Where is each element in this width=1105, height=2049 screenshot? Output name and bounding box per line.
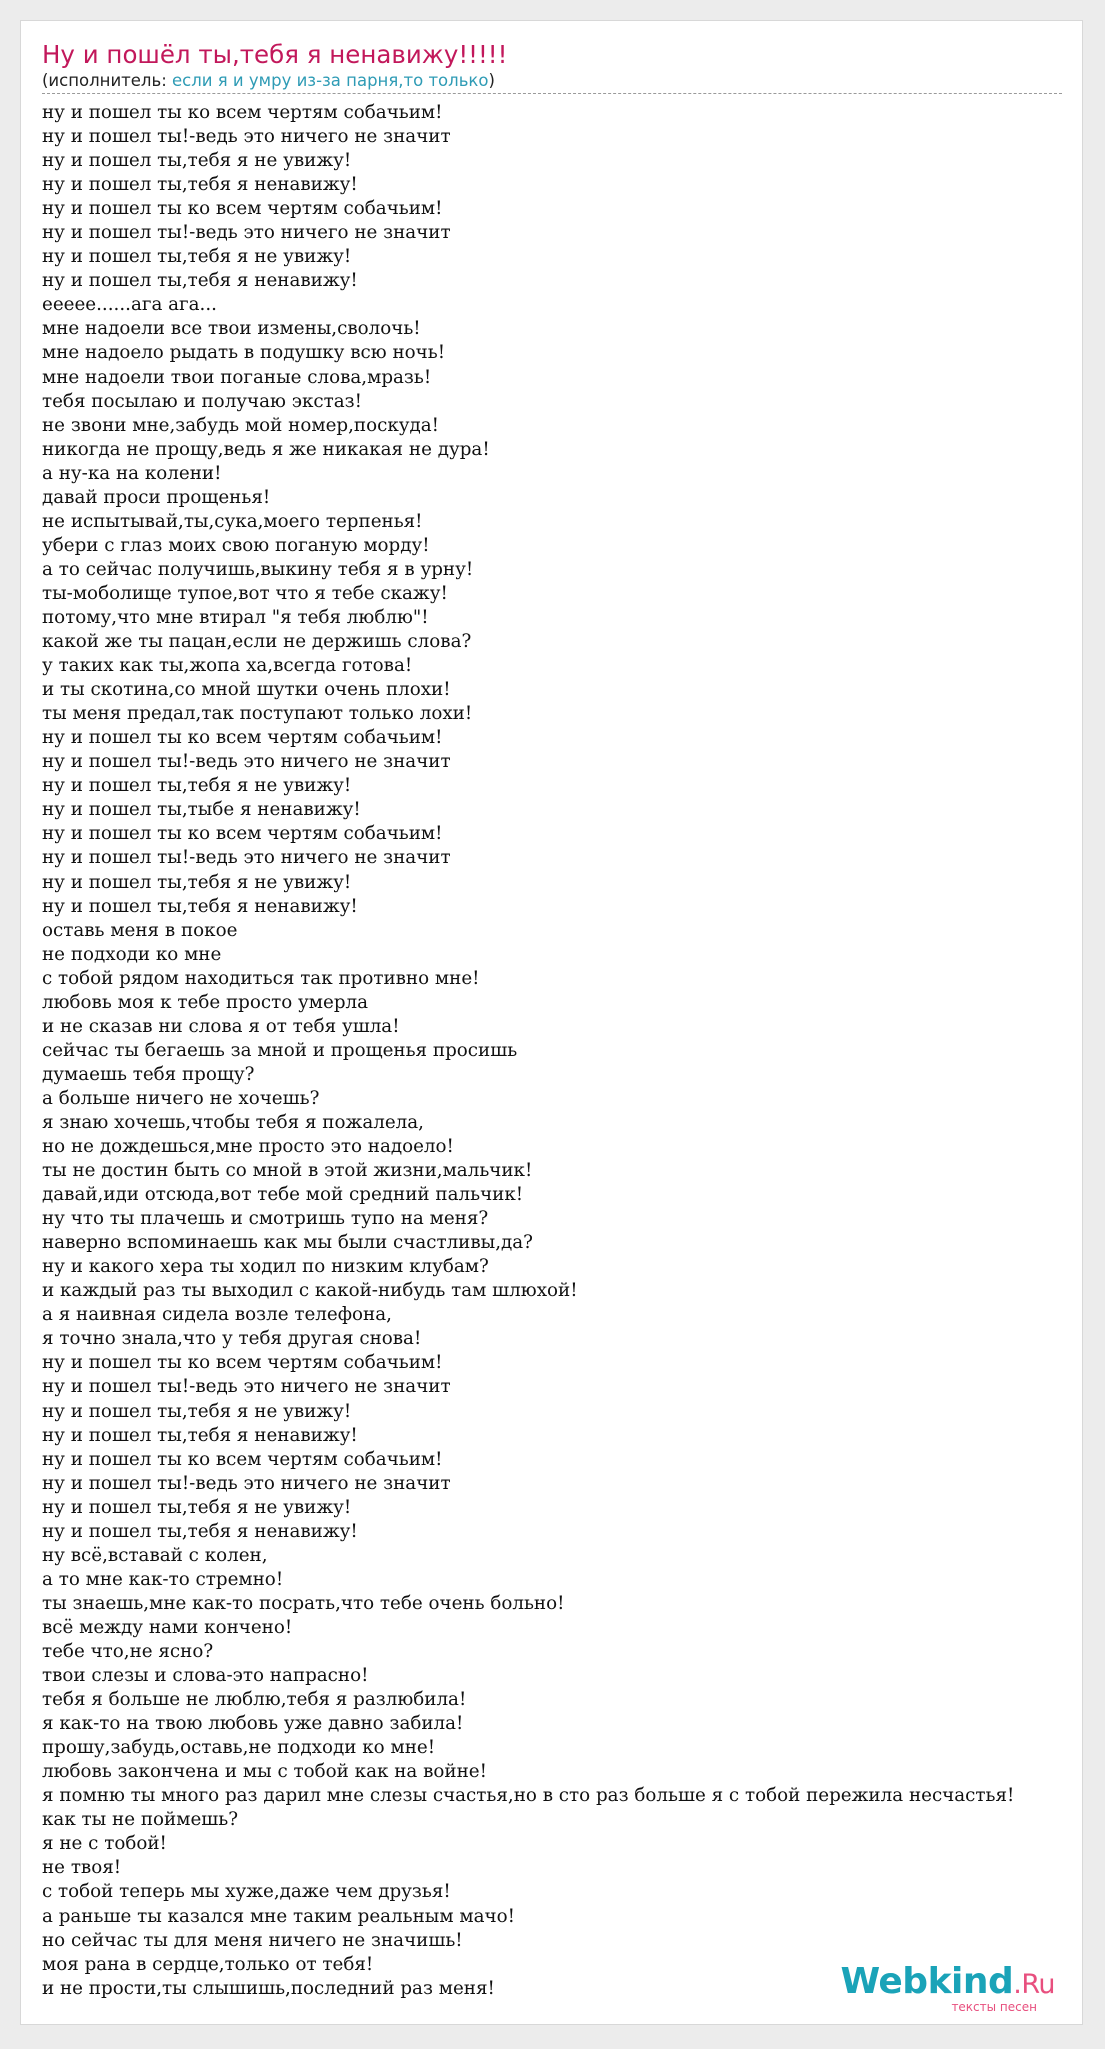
lyric-line: ну и пошел ты,тебя я не увижу! <box>42 775 352 797</box>
logo-tld: .Ru <box>1013 1969 1055 2000</box>
lyric-line: наверно вспоминаешь как мы были счастливы,да? <box>42 1232 533 1254</box>
lyric-line: я не с тобой! <box>42 1833 167 1855</box>
lyric-line: а то сейчас получишь,выкину тебя я в урну! <box>42 558 474 580</box>
lyric-line: мне надоели все твои измены,сволочь! <box>42 318 421 340</box>
lyric-line: ну и пошел ты!-ведь это ничего не значит <box>42 751 451 773</box>
webkind-logo[interactable] <box>840 1963 1055 2013</box>
lyric-line: ну и пошел ты,тыбе я ненавижу! <box>42 799 361 821</box>
lyric-line: ну и пошел ты ко всем чертям собачьим! <box>42 198 443 220</box>
lyrics-text <box>42 101 1014 2001</box>
lyric-line: а больше ничего не хочешь? <box>42 1087 320 1109</box>
lyric-line: давай,иди отсюда,вот тебе мой средний пальчик! <box>42 1184 524 1206</box>
lyric-line: убери с глаз моих свою поганую морду! <box>42 534 430 556</box>
logo-name: Webkind <box>840 1961 1014 2002</box>
song-title: Ну и пошёл ты,тебя я ненавижу!!!!! <box>42 40 508 69</box>
lyric-line: тебя я больше не люблю,тебя я разлюбила! <box>42 1689 467 1711</box>
lyrics-card <box>20 20 1083 2025</box>
lyric-line: ну и пошел ты,тебя я не увижу! <box>42 871 352 893</box>
lyric-line: тебя посылаю и получаю экстаз! <box>42 390 363 412</box>
lyric-line: потому,что мне втирал "я тебя люблю"! <box>42 606 429 628</box>
lyric-line: я помню ты много раз дарил мне слезы счастья,но в сто раз больше я с тобой пережила несчастья! <box>42 1785 1015 1807</box>
lyric-line: любовь закончена и мы с тобой как на войне! <box>42 1761 487 1783</box>
lyric-line: оставь меня в покое <box>42 919 238 941</box>
lyric-line: моя рана в сердце,только от тебя! <box>42 1953 374 1975</box>
lyric-line: ну и пошел ты,тебя я не увижу! <box>42 1496 352 1518</box>
lyric-line: с тобой теперь мы хуже,даже чем друзья! <box>42 1881 451 1903</box>
lyric-line: ты знаешь,мне как-то посрать,что тебе очень больно! <box>42 1592 565 1614</box>
lyric-line: ну и пошел ты,тебя я ненавижу! <box>42 1424 358 1446</box>
lyric-line: мне надоело рыдать в подушку всю ночь! <box>42 342 446 364</box>
lyric-line: еееее......ага ага... <box>42 294 217 316</box>
lyric-line: ну и пошел ты,тебя я ненавижу! <box>42 895 358 917</box>
lyric-line: какой же ты пацан,если не держишь слова? <box>42 631 472 653</box>
lyric-line: всё между нами кончено! <box>42 1616 293 1638</box>
lyric-line: и ты скотина,со мной шутки очень плохи! <box>42 679 451 701</box>
lyric-line: ну и пошел ты ко всем чертям собачьим! <box>42 823 443 845</box>
logo-tagline: тексты песен <box>951 2000 1037 2014</box>
lyric-line: не звони мне,забудь мой номер,поскуда! <box>42 414 440 436</box>
lyric-line: и не сказав ни слова я от тебя ушла! <box>42 1015 400 1037</box>
lyric-line: ну и пошел ты!-ведь это ничего не значит <box>42 126 451 148</box>
lyric-line: не испытывай,ты,сука,моего терпенья! <box>42 510 423 532</box>
lyric-line: ну и пошел ты!-ведь это ничего не значит <box>42 847 451 869</box>
lyric-line: думаешь тебя прощу? <box>42 1063 255 1085</box>
lyric-line: ну и пошел ты,тебя я не увижу! <box>42 246 352 268</box>
lyric-line: мне надоели твои поганые слова,мразь! <box>42 366 432 388</box>
lyric-line: никогда не прощу,ведь я же никакая не дура! <box>42 438 490 460</box>
lyric-line: любовь моя к тебе просто умерла <box>42 991 369 1013</box>
lyric-line: а я наивная сидела возле телефона, <box>42 1304 392 1326</box>
lyric-line: ну всё,вставай с колен, <box>42 1544 268 1566</box>
lyric-line: ну и пошел ты ко всем чертям собачьим! <box>42 102 443 123</box>
lyric-line: не подходи ко мне <box>42 943 222 965</box>
lyric-line: и каждый раз ты выходил с какой-нибудь там шлюхой! <box>42 1280 578 1302</box>
lyric-line: ну и пошел ты!-ведь это ничего не значит <box>42 222 451 244</box>
lyric-line: я точно знала,что у тебя другая снова! <box>42 1328 422 1350</box>
lyric-line: твои слезы и слова-это напрасно! <box>42 1665 369 1687</box>
lyric-line: я знаю хочешь,чтобы тебя я пожалела, <box>42 1111 424 1133</box>
lyric-line: ты не достин быть со мной в этой жизни,мальчик! <box>42 1160 533 1182</box>
artist-prefix: (исполнитель: <box>42 71 173 90</box>
lyric-line: ну и пошел ты,тебя я не увижу! <box>42 1400 352 1422</box>
lyric-line: ну и пошел ты ко всем чертям собачьим! <box>42 1448 443 1470</box>
lyric-line: и не прости,ты слышишь,последний раз меня! <box>42 1977 495 1999</box>
lyric-line: а ну-ка на колени! <box>42 462 222 484</box>
lyric-line: ну и пошел ты ко всем чертям собачьим! <box>42 1352 443 1374</box>
lyric-line: у таких как ты,жопа ха,всегда готова! <box>42 655 413 677</box>
lyric-line: ну и пошел ты,тебя я ненавижу! <box>42 1520 358 1542</box>
artist-suffix: ) <box>488 71 495 90</box>
lyric-line: прошу,забудь,оставь,не подходи ко мне! <box>42 1737 436 1759</box>
lyric-line: но сейчас ты для меня ничего не значишь! <box>42 1929 463 1951</box>
lyric-line: а раньше ты казался мне таким реальным мачо! <box>42 1905 515 1927</box>
lyric-line: давай проси прощенья! <box>42 486 271 508</box>
lyric-line: ну и пошел ты!-ведь это ничего не значит <box>42 1472 451 1494</box>
lyric-line: ты-моболище тупое,вот что я тебе скажу! <box>42 582 448 604</box>
lyric-line: ну и пошел ты,тебя я не увижу! <box>42 150 352 172</box>
artist-link[interactable]: если я и умру из-за парня,то только <box>172 71 489 90</box>
lyric-line: ну что ты плачешь и смотришь тупо на меня? <box>42 1208 489 1230</box>
lyric-line: ну и пошел ты ко всем чертям собачьим! <box>42 727 443 749</box>
lyric-line: ну и пошел ты,тебя я ненавижу! <box>42 270 358 292</box>
artist-line <box>42 69 1062 94</box>
lyric-line: ну и пошел ты,тебя я ненавижу! <box>42 174 358 196</box>
lyric-line: как ты не поймешь? <box>42 1809 239 1831</box>
lyric-line: но не дождешься,мне просто это надоело! <box>42 1136 454 1158</box>
lyric-line: ты меня предал,так поступают только лохи! <box>42 703 473 725</box>
lyric-line: а то мне как-то стремно! <box>42 1568 284 1590</box>
logo-wordmark <box>840 1963 1055 2004</box>
lyric-line: ну и какого хера ты ходил по низким клубам? <box>42 1256 489 1278</box>
lyric-line: я как-то на твою любовь уже давно забила! <box>42 1713 464 1735</box>
lyric-line: не твоя! <box>42 1857 122 1879</box>
lyric-line: сейчас ты бегаешь за мной и прощенья просишь <box>42 1039 518 1061</box>
lyric-line: ну и пошел ты!-ведь это ничего не значит <box>42 1376 451 1398</box>
lyric-line: тебе что,не ясно? <box>42 1641 214 1662</box>
lyric-line: с тобой рядом находиться так противно мне! <box>42 967 480 989</box>
